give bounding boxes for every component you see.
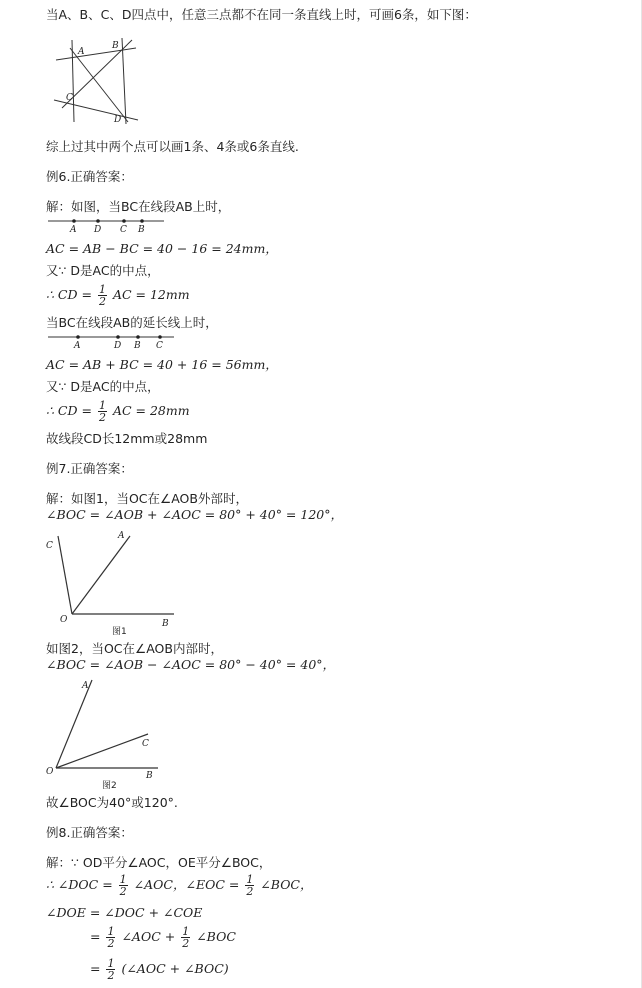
ex7-conclusion: 故∠BOC为40°或120°.	[46, 795, 178, 810]
figure-four-points	[52, 38, 142, 128]
quad-label-c: C	[66, 93, 73, 103]
seg2-label-b: B	[134, 341, 141, 351]
ex8-eq3-equals: =	[90, 929, 101, 944]
ex6-equation-4: AC = AB + BC = 40 + 16 = 56mm，	[46, 357, 278, 372]
ex6-equation-5: 又∵ D是AC的中点，	[46, 379, 160, 394]
ex6-eq6-rhs: AC = 28mm	[112, 403, 190, 418]
seg2-label-a: A	[74, 341, 81, 351]
fig2-label-a: A	[82, 681, 89, 691]
ex6-equation-2: 又∵ D是AC的中点，	[46, 263, 160, 278]
seg1-label-d: D	[94, 225, 102, 235]
quad-label-d: D	[114, 115, 122, 125]
ex8-eq4-rhs: (∠AOC + ∠BOC)	[121, 961, 229, 976]
ex8-eq1-rhs: ∠BOC，	[260, 877, 313, 892]
quad-label-b: B	[112, 41, 119, 51]
ex7-solution-case2: 如图2，当OC在∠AOB内部时，	[46, 641, 223, 656]
ex8-equation-2: ∠DOE = ∠DOC + ∠COE	[46, 905, 203, 920]
ex8-equation-3	[90, 926, 236, 949]
seg1-label-a: A	[70, 225, 77, 235]
ex6-equation-6	[46, 400, 190, 423]
ex8-equation-1	[46, 874, 313, 897]
angle-figure-1	[44, 530, 184, 638]
fraction-half: $\frac{1}{2}$	[107, 957, 115, 982]
text-summary: 综上过其中两个点可以画1条、4条或6条直线.	[46, 139, 299, 154]
fraction-half: $\frac{1}{2}$	[107, 925, 115, 950]
ex7-equation-1: ∠BOC = ∠AOB + ∠AOC = 80° + 40° = 120°，	[46, 507, 343, 522]
fraction-half: $\frac{1}{2}$	[98, 283, 106, 308]
ex7-solution-case1: 解：如图1，当OC在∠AOB外部时，	[46, 491, 248, 506]
ex6-solution-case2: 当BC在线段AB的延长线上时，	[46, 315, 218, 330]
ex6-eq3-lhs: ∴ CD =	[46, 287, 92, 302]
ex7-equation-2: ∠BOC = ∠AOB − ∠AOC = 80° − 40° = 40°，	[46, 657, 336, 672]
ex8-eq3-rhs: ∠BOC	[196, 929, 236, 944]
example7-heading: 例7.正确答案：	[46, 461, 133, 476]
ex6-eq3-rhs: AC = 12mm	[112, 287, 190, 302]
ex6-conclusion: 故线段CD长12mm或28mm	[46, 431, 208, 446]
example6-heading: 例6.正确答案：	[46, 169, 133, 184]
fig1-label-b: B	[162, 619, 169, 629]
seg2-label-c: C	[156, 341, 163, 351]
fig1-label-a: A	[118, 531, 125, 541]
ex8-eq1-mid: ∠AOC，∠EOC =	[133, 877, 240, 892]
fig2-label-o: O	[46, 767, 54, 777]
ex8-solution-line1: 解：∵ OD平分∠AOC，OE平分∠BOC，	[46, 855, 272, 870]
ex6-eq6-lhs: ∴ CD =	[46, 403, 92, 418]
example8-heading: 例8.正确答案：	[46, 825, 133, 840]
seg1-label-c: C	[120, 225, 127, 235]
fraction-half: $\frac{1}{2}$	[119, 873, 127, 898]
fraction-half: $\frac{1}{2}$	[246, 873, 254, 898]
fraction-half: $\frac{1}{2}$	[182, 925, 190, 950]
ex8-eq3-mid: ∠AOC +	[121, 929, 176, 944]
fig2-label-c: C	[142, 739, 149, 749]
seg2-label-d: D	[114, 341, 122, 351]
fig1-label-c: C	[46, 541, 53, 551]
fig2-label-b: B	[146, 771, 153, 781]
angle-figure-2	[44, 676, 174, 794]
ex6-solution-case1: 解：如图，当BC在线段AB上时，	[46, 199, 231, 214]
segment-figure-2	[48, 332, 178, 352]
fraction-half: $\frac{1}{2}$	[98, 399, 106, 424]
ex8-eq4-equals: =	[90, 961, 101, 976]
text-four-points: 当A、B、C、D四点中，任意三点都不在同一条直线上时，可画6条，如下图：	[46, 7, 477, 22]
ex6-equation-3	[46, 284, 190, 307]
segment-figure-1	[48, 216, 168, 236]
ex8-equation-4	[90, 958, 229, 981]
fig1-label-o: O	[60, 615, 68, 625]
ex6-equation-1: AC = AB − BC = 40 − 16 = 24mm，	[46, 241, 278, 256]
fig1-caption: 图1	[112, 627, 127, 637]
seg1-label-b: B	[138, 225, 145, 235]
ex8-eq1-lhs: ∴ ∠DOC =	[46, 877, 113, 892]
fig2-caption: 图2	[102, 781, 117, 791]
quad-label-a: A	[78, 47, 85, 57]
